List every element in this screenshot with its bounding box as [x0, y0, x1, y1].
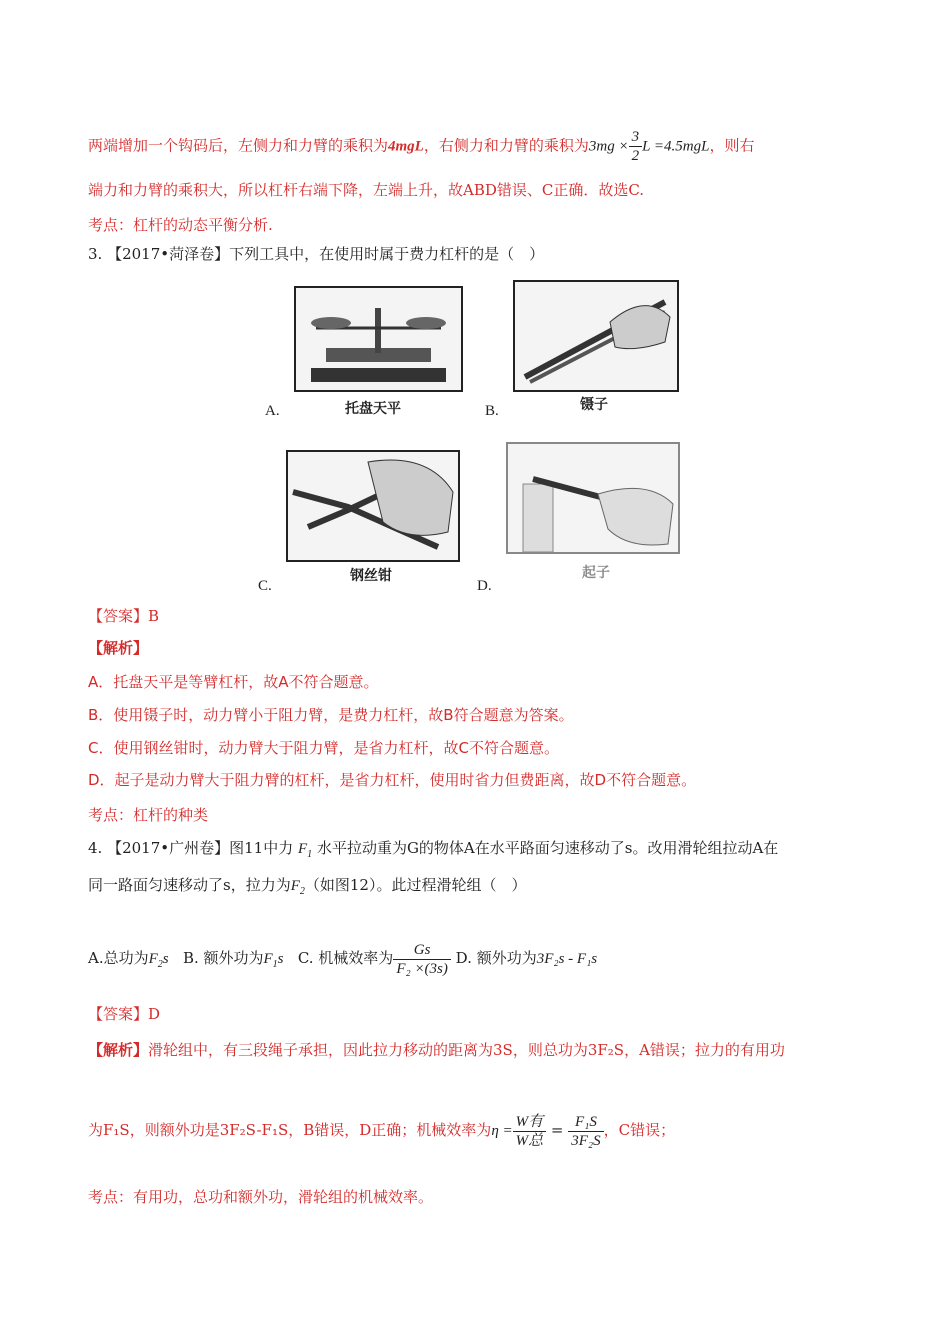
analysis-4-line-2: 为F₁S，则额外功是3F₂S-F₁S，B错误，D正确；机械效率为η = $\frac{\text{W有}}{\text{W总}}$ = $\frac{\text{F₁S}}{\text{3F₂S}}$ ，C错误；	[88, 1113, 676, 1149]
math-eta: η =	[491, 1123, 513, 1139]
fraction-denominator: 2	[631, 148, 640, 164]
image-gangsiqian	[286, 450, 460, 562]
option-c-label: C.	[258, 578, 272, 594]
paragraph-line-1	[88, 128, 754, 165]
question-4-line-1	[88, 838, 778, 865]
analysis-3-heading: 【解析】	[88, 639, 149, 657]
fraction-numerator: Gs	[393, 941, 451, 960]
option-d-label: D.	[477, 578, 492, 594]
kaodian-1: 考点：杠杆的动态平衡分析.	[88, 216, 273, 234]
text-segment: ，则右	[709, 136, 755, 155]
option-b-label: B.	[485, 403, 499, 419]
math-f1s: $F_1s$	[263, 951, 284, 970]
question-4-line-2	[88, 875, 526, 902]
analysis-4-line-1	[88, 1040, 785, 1060]
analysis-3-b: B．使用镊子时，动力臂小于阻力臂，是费力杠杆，故B符合题意为答案。	[88, 706, 574, 724]
image-tuopan-tianping	[294, 286, 463, 392]
tweezers-icon	[515, 282, 677, 390]
analysis-3-d: D．起子是动力臂大于阻力臂的杠杆，是省力杠杆，使用时省力但费距离，故D不符合题意。	[88, 771, 697, 789]
math-4mgl: 4mgL	[388, 138, 424, 155]
analysis-3-a: A．托盘天平是等臂杠杆，故A不符合题意。	[88, 673, 379, 691]
question-3: 3. 【2017•菏泽卷】下列工具中，在使用时属于费力杠杆的是（ ）	[88, 245, 545, 263]
bottle-opener-icon	[508, 444, 678, 552]
option-d-text: D. 额外功为	[455, 949, 537, 967]
math-f2s: $F_2s$	[148, 951, 169, 970]
fraction-3-2	[629, 128, 643, 165]
text-segment: （如图12）。此过程滑轮组（ ）	[304, 876, 527, 894]
caption-niezi: 镊子	[580, 397, 608, 413]
caption-gangsiqian: 钢丝钳	[350, 568, 392, 584]
image-niezi	[513, 280, 679, 392]
math-f2: $F_2$	[290, 878, 305, 897]
kaodian-3: 考点：有用功，总功和额外功，滑轮组的机械效率。	[88, 1188, 434, 1206]
fraction-w	[513, 1113, 547, 1150]
option-a-label: A.	[265, 403, 280, 419]
image-qizi	[506, 442, 680, 554]
option-a-text: A.总功为	[88, 949, 149, 967]
math-extra-work: 3F₂s - F₁s	[536, 951, 598, 967]
analysis-4-heading: 【解析】	[88, 1041, 149, 1059]
text-segment: ，C错误；	[603, 1121, 676, 1139]
fraction-f	[568, 1113, 603, 1150]
text-segment: 为F₁S，则额外功是3F₂S-F₁S，B错误，D正确；机械效率为	[88, 1121, 492, 1139]
text-segment: ，右侧力和力臂的乘积为	[423, 136, 589, 155]
fraction-denominator: 3F₂S	[571, 1132, 601, 1149]
fraction-denominator: F₂ ×(3s)	[396, 960, 448, 977]
text-segment: 同一路面匀速移动了s，拉力为	[88, 876, 291, 894]
pliers-icon	[288, 452, 458, 560]
paragraph-line-2: 端力和力臂的乘积大，所以杠杆右端下降，左端上升，故ABD错误、C正确．故选C.	[88, 181, 645, 199]
answer-3: 【答案】B	[88, 607, 160, 625]
math-f1: $F_1$	[297, 841, 313, 860]
caption-qizi: 起子	[582, 565, 610, 581]
caption-tuopan-tianping: 托盘天平	[345, 401, 401, 417]
math-3mg: 3mg ×	[588, 138, 629, 155]
text-segment: 滑轮组中，有三段绳子承担，因此拉力移动的距离为3S，则总功为3F₂S，A错误；拉力的有用功	[148, 1041, 785, 1059]
option-c-text: C. 机械效率为	[297, 949, 394, 967]
fraction-numerator: 3	[629, 128, 643, 147]
fraction-numerator: F₁S	[568, 1113, 603, 1132]
option-b-text: B. 额外功为	[182, 949, 264, 967]
text-segment: 4. 【2017•广州卷】图11中力	[88, 839, 294, 857]
fraction-numerator: W有	[513, 1113, 547, 1132]
question-4-options	[88, 940, 597, 983]
balance-scale-icon	[296, 288, 461, 390]
text-segment: 两端增加一个钩码后，左侧力和力臂的乘积为	[88, 136, 389, 155]
answer-4: 【答案】D	[88, 1005, 161, 1023]
math-4-5mgl: L =4.5mgL	[642, 138, 710, 155]
text-segment: 水平拉动重为G的物体A在水平路面匀速移动了s。改用滑轮组拉动A在	[316, 839, 779, 857]
fraction-denominator: W总	[515, 1132, 544, 1149]
kaodian-2: 考点：杠杆的种类	[88, 806, 209, 824]
analysis-3-c: C．使用钢丝钳时，动力臂大于阻力臂，是省力杠杆，故C不符合题意。	[88, 739, 559, 757]
fraction-efficiency	[393, 941, 451, 978]
